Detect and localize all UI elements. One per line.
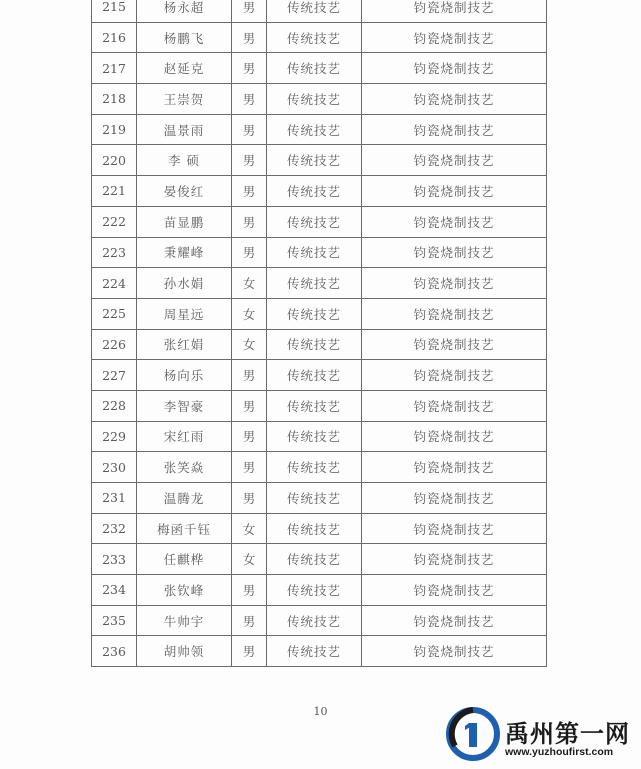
cell-name: 胡帅领 bbox=[137, 636, 232, 667]
cell-name: 王崇贺 bbox=[137, 84, 232, 115]
cell-project: 钧瓷烧制技艺 bbox=[362, 329, 547, 360]
cell-category: 传统技艺 bbox=[267, 513, 362, 544]
table-row bbox=[92, 176, 547, 207]
cell-name: 温腾龙 bbox=[137, 483, 232, 514]
cell-category: 传统技艺 bbox=[267, 605, 362, 636]
table-row bbox=[92, 0, 547, 22]
cell-serial-number: 217 bbox=[92, 53, 137, 84]
cell-category: 传统技艺 bbox=[267, 421, 362, 452]
heritage-inheritor-table bbox=[91, 0, 547, 667]
cell-name: 苗显鹏 bbox=[137, 206, 232, 237]
cell-project: 钧瓷烧制技艺 bbox=[362, 575, 547, 606]
table-row bbox=[92, 636, 547, 667]
cell-serial-number: 234 bbox=[92, 575, 137, 606]
cell-name: 任麒桦 bbox=[137, 544, 232, 575]
cell-project: 钧瓷烧制技艺 bbox=[362, 452, 547, 483]
cell-project: 钧瓷烧制技艺 bbox=[362, 145, 547, 176]
cell-serial-number: 233 bbox=[92, 544, 137, 575]
cell-name: 杨向乐 bbox=[137, 360, 232, 391]
cell-project: 钧瓷烧制技艺 bbox=[362, 268, 547, 299]
cell-project: 钧瓷烧制技艺 bbox=[362, 544, 547, 575]
cell-name: 赵延克 bbox=[137, 53, 232, 84]
cell-sex: 男 bbox=[232, 390, 267, 421]
cell-sex: 男 bbox=[232, 84, 267, 115]
cell-sex: 男 bbox=[232, 237, 267, 268]
table-row bbox=[92, 421, 547, 452]
table-row bbox=[92, 237, 547, 268]
site-name: 禹州第一网 bbox=[505, 720, 630, 748]
cell-category: 传统技艺 bbox=[267, 22, 362, 53]
cell-category: 传统技艺 bbox=[267, 268, 362, 299]
cell-name: 宋红雨 bbox=[137, 421, 232, 452]
table-row bbox=[92, 360, 547, 391]
cell-category: 传统技艺 bbox=[267, 575, 362, 606]
table-row bbox=[92, 145, 547, 176]
table-row bbox=[92, 298, 547, 329]
cell-name: 温景雨 bbox=[137, 114, 232, 145]
cell-name: 张笑焱 bbox=[137, 452, 232, 483]
cell-serial-number: 231 bbox=[92, 483, 137, 514]
cell-serial-number: 225 bbox=[92, 298, 137, 329]
cell-sex: 男 bbox=[232, 22, 267, 53]
cell-category: 传统技艺 bbox=[267, 544, 362, 575]
site-url: www.yuzhoufirst.com bbox=[505, 746, 614, 758]
table-row bbox=[92, 114, 547, 145]
table-body bbox=[92, 0, 547, 667]
cell-sex: 男 bbox=[232, 0, 267, 22]
cell-project: 钧瓷烧制技艺 bbox=[362, 605, 547, 636]
cell-sex: 女 bbox=[232, 544, 267, 575]
table-row bbox=[92, 329, 547, 360]
cell-serial-number: 230 bbox=[92, 452, 137, 483]
cell-category: 传统技艺 bbox=[267, 483, 362, 514]
cell-sex: 男 bbox=[232, 206, 267, 237]
table-row bbox=[92, 53, 547, 84]
cell-category: 传统技艺 bbox=[267, 206, 362, 237]
table-row bbox=[92, 575, 547, 606]
cell-name: 杨鹏飞 bbox=[137, 22, 232, 53]
cell-category: 传统技艺 bbox=[267, 176, 362, 207]
cell-sex: 男 bbox=[232, 636, 267, 667]
cell-serial-number: 224 bbox=[92, 268, 137, 299]
cell-serial-number: 222 bbox=[92, 206, 137, 237]
cell-serial-number: 223 bbox=[92, 237, 137, 268]
table-row bbox=[92, 84, 547, 115]
cell-project: 钧瓷烧制技艺 bbox=[362, 390, 547, 421]
cell-serial-number: 226 bbox=[92, 329, 137, 360]
cell-name: 牛帅宇 bbox=[137, 605, 232, 636]
cell-category: 传统技艺 bbox=[267, 114, 362, 145]
cell-project: 钧瓷烧制技艺 bbox=[362, 421, 547, 452]
cell-serial-number: 215 bbox=[92, 0, 137, 22]
cell-sex: 男 bbox=[232, 421, 267, 452]
cell-project: 钧瓷烧制技艺 bbox=[362, 360, 547, 391]
cell-category: 传统技艺 bbox=[267, 360, 362, 391]
cell-project: 钧瓷烧制技艺 bbox=[362, 513, 547, 544]
cell-project: 钧瓷烧制技艺 bbox=[362, 206, 547, 237]
cell-serial-number: 232 bbox=[92, 513, 137, 544]
cell-project: 钧瓷烧制技艺 bbox=[362, 22, 547, 53]
cell-name: 李 硕 bbox=[137, 145, 232, 176]
cell-project: 钧瓷烧制技艺 bbox=[362, 84, 547, 115]
cell-project: 钧瓷烧制技艺 bbox=[362, 53, 547, 84]
cell-name: 周星远 bbox=[137, 298, 232, 329]
cell-project: 钧瓷烧制技艺 bbox=[362, 114, 547, 145]
cell-sex: 女 bbox=[232, 513, 267, 544]
table-row bbox=[92, 22, 547, 53]
cell-serial-number: 220 bbox=[92, 145, 137, 176]
cell-project: 钧瓷烧制技艺 bbox=[362, 176, 547, 207]
cell-category: 传统技艺 bbox=[267, 329, 362, 360]
table-row bbox=[92, 268, 547, 299]
cell-sex: 男 bbox=[232, 360, 267, 391]
cell-name: 张红娟 bbox=[137, 329, 232, 360]
table-row bbox=[92, 206, 547, 237]
cell-project: 钧瓷烧制技艺 bbox=[362, 237, 547, 268]
cell-sex: 女 bbox=[232, 298, 267, 329]
cell-name: 杨永超 bbox=[137, 0, 232, 22]
table-row bbox=[92, 452, 547, 483]
cell-sex: 女 bbox=[232, 268, 267, 299]
cell-serial-number: 235 bbox=[92, 605, 137, 636]
cell-serial-number: 218 bbox=[92, 84, 137, 115]
cell-name: 张钦峰 bbox=[137, 575, 232, 606]
cell-sex: 男 bbox=[232, 605, 267, 636]
table-row bbox=[92, 544, 547, 575]
table-row bbox=[92, 513, 547, 544]
site-watermark bbox=[445, 706, 631, 762]
cell-name: 梅函千钰 bbox=[137, 513, 232, 544]
cell-serial-number: 236 bbox=[92, 636, 137, 667]
cell-name: 秉耀峰 bbox=[137, 237, 232, 268]
cell-name: 李智豪 bbox=[137, 390, 232, 421]
cell-sex: 男 bbox=[232, 145, 267, 176]
cell-category: 传统技艺 bbox=[267, 298, 362, 329]
cell-name: 晏俊红 bbox=[137, 176, 232, 207]
site-logo-icon bbox=[445, 706, 501, 762]
cell-project: 钧瓷烧制技艺 bbox=[362, 298, 547, 329]
cell-sex: 男 bbox=[232, 176, 267, 207]
cell-sex: 男 bbox=[232, 452, 267, 483]
cell-sex: 男 bbox=[232, 575, 267, 606]
cell-category: 传统技艺 bbox=[267, 390, 362, 421]
cell-serial-number: 229 bbox=[92, 421, 137, 452]
cell-sex: 男 bbox=[232, 114, 267, 145]
cell-sex: 女 bbox=[232, 329, 267, 360]
cell-sex: 男 bbox=[232, 483, 267, 514]
cell-category: 传统技艺 bbox=[267, 53, 362, 84]
cell-project: 钧瓷烧制技艺 bbox=[362, 483, 547, 514]
cell-serial-number: 216 bbox=[92, 22, 137, 53]
cell-name: 孙水娟 bbox=[137, 268, 232, 299]
cell-project: 钧瓷烧制技艺 bbox=[362, 0, 547, 22]
cell-category: 传统技艺 bbox=[267, 237, 362, 268]
page-number: 10 bbox=[313, 705, 328, 718]
table-row bbox=[92, 605, 547, 636]
table-row bbox=[92, 390, 547, 421]
cell-project: 钧瓷烧制技艺 bbox=[362, 636, 547, 667]
cell-serial-number: 227 bbox=[92, 360, 137, 391]
table-row bbox=[92, 483, 547, 514]
cell-category: 传统技艺 bbox=[267, 452, 362, 483]
cell-serial-number: 221 bbox=[92, 176, 137, 207]
cell-serial-number: 228 bbox=[92, 390, 137, 421]
cell-category: 传统技艺 bbox=[267, 0, 362, 22]
cell-serial-number: 219 bbox=[92, 114, 137, 145]
cell-category: 传统技艺 bbox=[267, 145, 362, 176]
cell-category: 传统技艺 bbox=[267, 636, 362, 667]
cell-sex: 男 bbox=[232, 53, 267, 84]
cell-category: 传统技艺 bbox=[267, 84, 362, 115]
